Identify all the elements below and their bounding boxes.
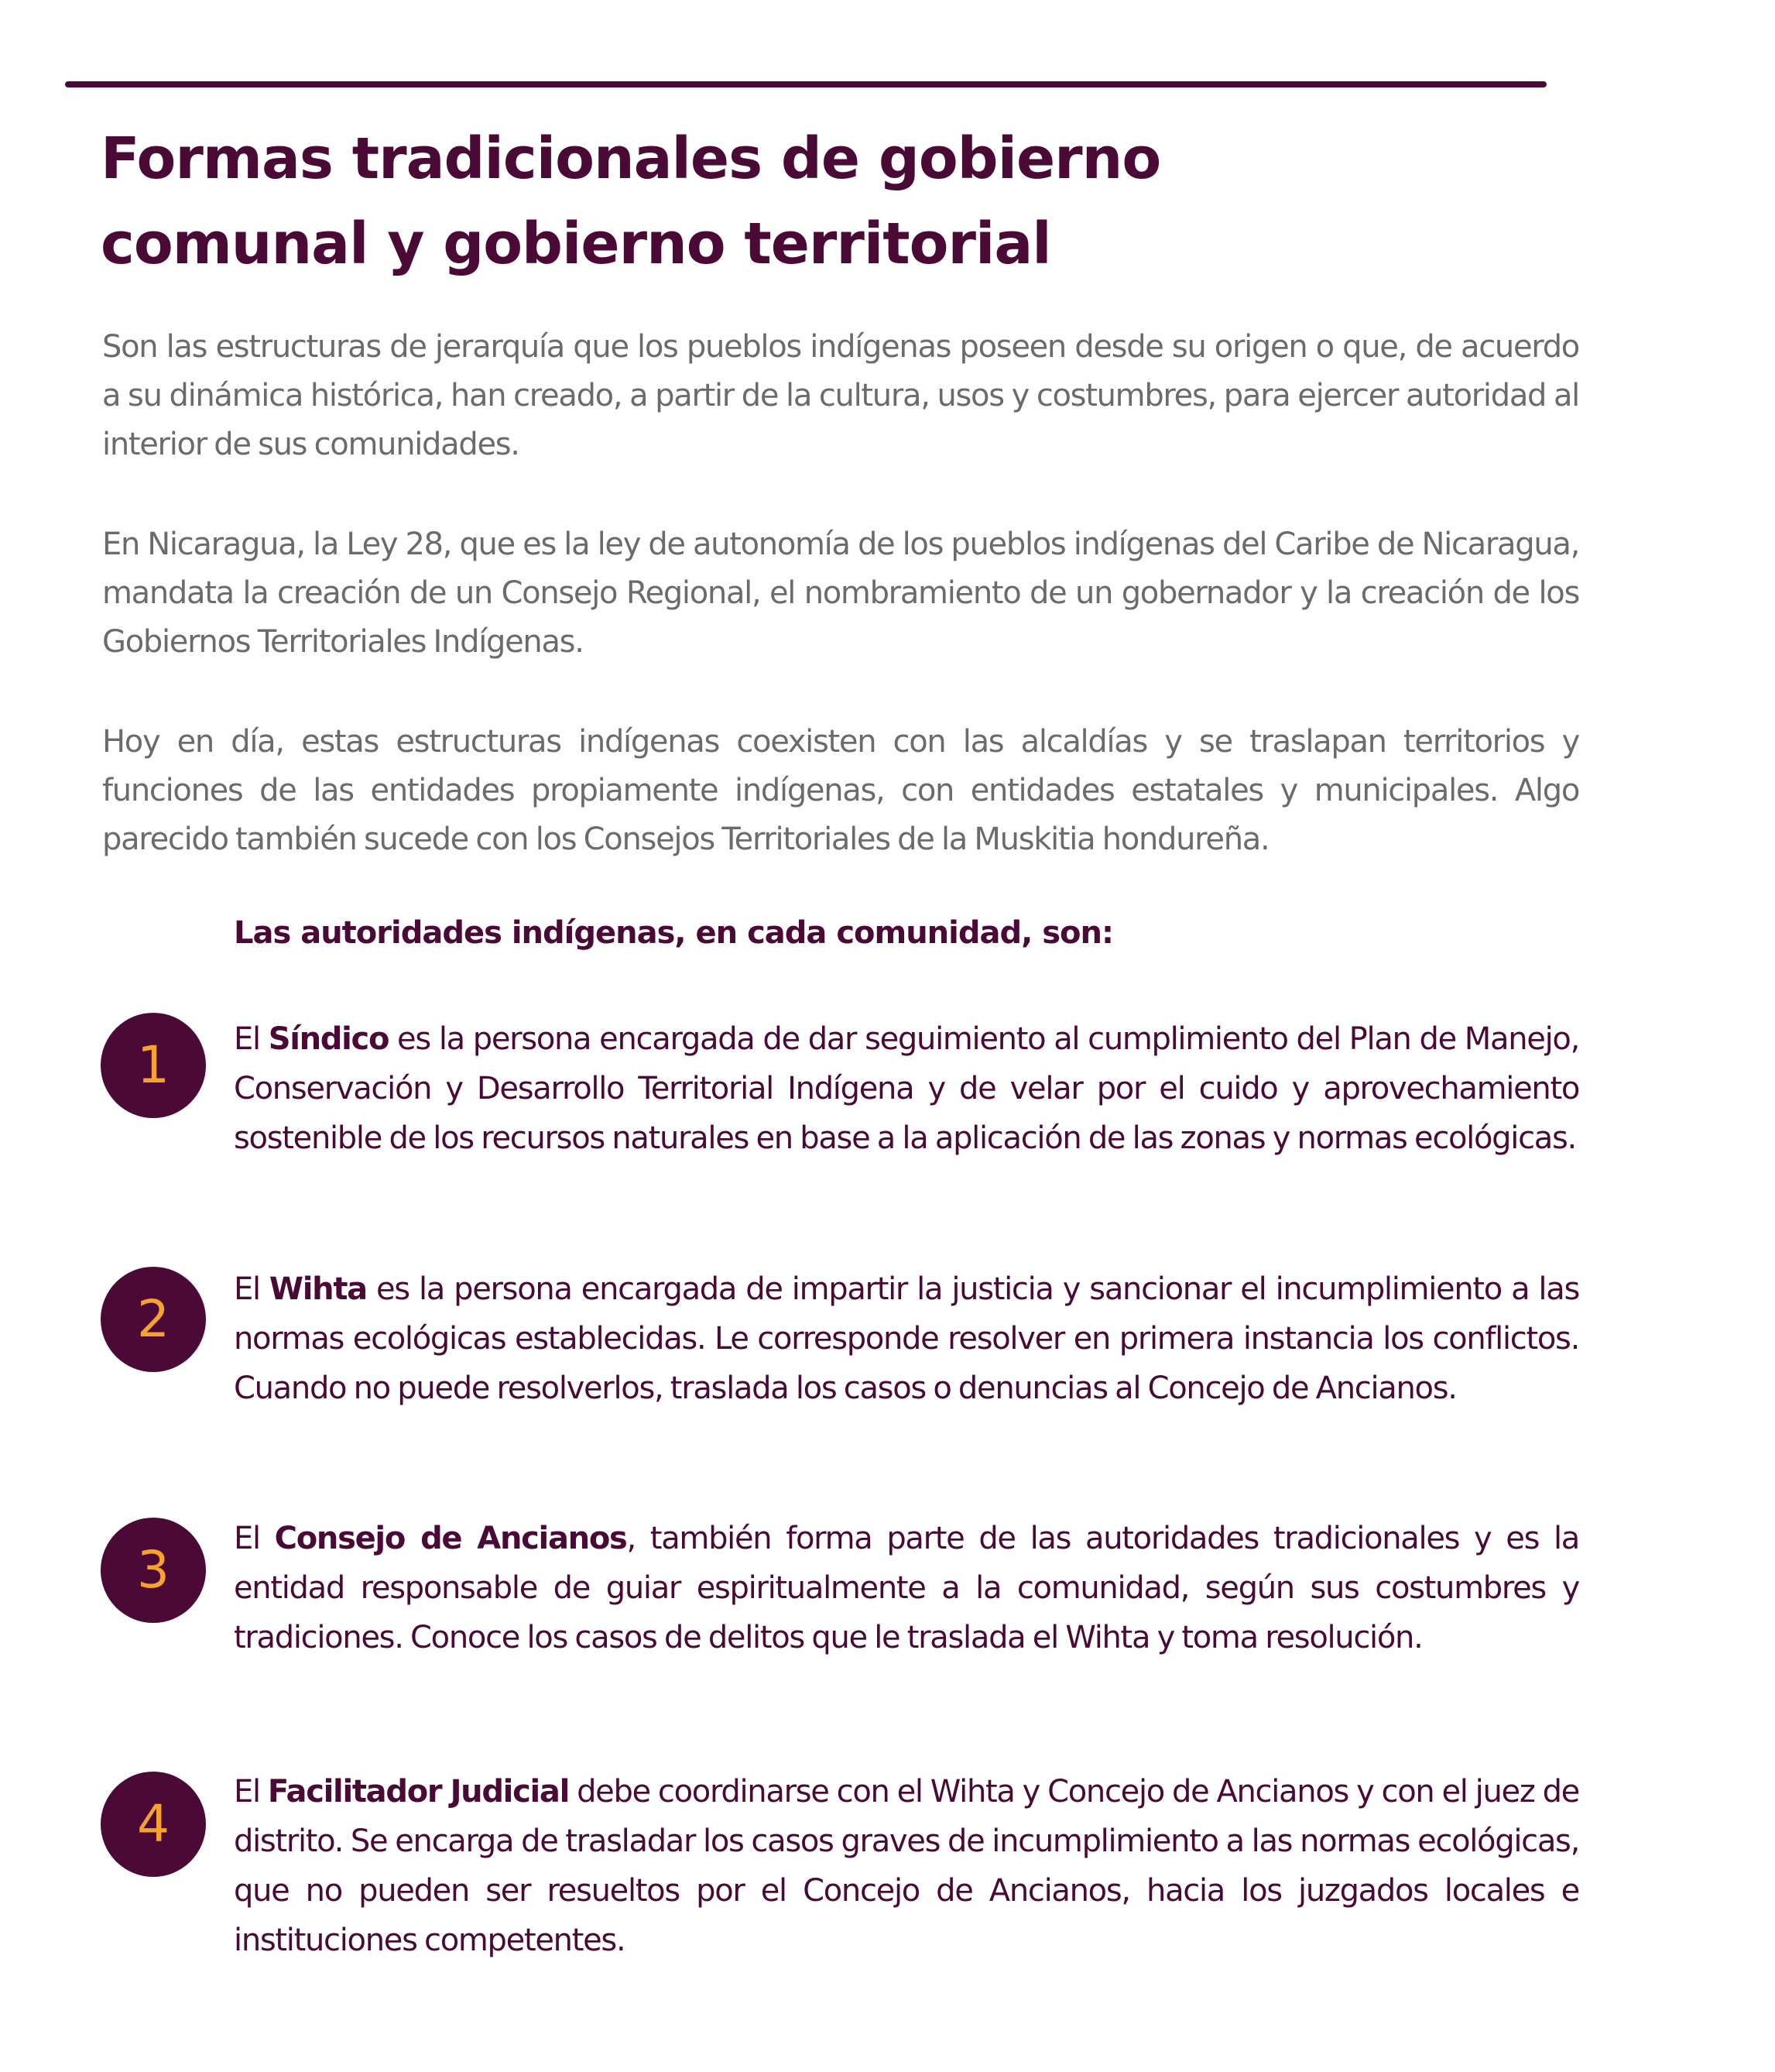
authority-term: Síndico xyxy=(268,1021,389,1057)
item-prefix: El xyxy=(234,1021,269,1057)
authority-item-facilitador-judicial xyxy=(234,1767,1579,1965)
number-badge-2: 2 xyxy=(101,1267,206,1372)
intro-paragraph-3: Hoy en día, estas estructuras indígenas coexisten con las alcaldías y se traslapan territorios y funciones de las entidades propiamente indígenas, con entidades estatales y municipales. Algo parecido también sucede con los Consejos Territoriales de la Muskitia hondureña. xyxy=(102,724,1579,857)
authorities-subheading: Las autoridades indígenas, en cada comunidad, son: xyxy=(234,915,1113,951)
number-badge-3: 3 xyxy=(101,1518,206,1623)
authority-description: es la persona encargada de impartir la justicia y sancionar el incumplimiento a las normas ecológicas establecidas. Le corresponde resolver en primera instancia los conflictos. Cuando no puede resolverlos, traslada los casos o denuncias al Concejo de Ancianos. xyxy=(234,1271,1579,1406)
intro-paragraph-1: Son las estructuras de jerarquía que los pueblos indígenas poseen desde su origen o que, de acuerdo a su dinámica histórica, han creado, a partir de la cultura, usos y costumbres, para ejercer autoridad al interior de sus comunidades. xyxy=(102,329,1579,462)
authority-term: Wihta xyxy=(269,1271,367,1307)
number-badge-1: 1 xyxy=(101,1013,206,1118)
authority-description: debe coordinarse con el Wihta y Concejo de Ancianos y con el juez de distrito. Se encarga de trasladar los casos graves de incumplimiento a las normas ecológicas, que no pueden ser resueltos por el Concejo de Ancianos, hacia los juzgados locales e instituciones competentes. xyxy=(234,1774,1579,1958)
page-title xyxy=(101,116,1494,286)
top-divider xyxy=(65,81,1547,87)
item-prefix: El xyxy=(234,1521,275,1556)
authority-description: , también forma parte de las autoridades tradicionales y es la entidad responsable de guiar espiritualmente a la comunidad, según sus costumbres y tradiciones. Conoce los casos de delitos que le traslada el Wihta y toma resolución. xyxy=(234,1521,1580,1655)
item-prefix: El xyxy=(234,1271,269,1307)
authority-term: Consejo de Ancianos xyxy=(274,1521,627,1556)
authority-description: es la persona encargada de dar seguimiento al cumplimiento del Plan de Manejo, Conservación y Desarrollo Territorial Indígena y de velar por el cuido y aprovechamiento sostenible de los recursos naturales en base a la aplicación de las zonas y normas ecológicas. xyxy=(234,1021,1579,1156)
page-title-line-2: comunal y gobierno territorial xyxy=(101,211,1051,277)
authority-term: Facilitador Judicial xyxy=(267,1774,570,1810)
number-badge-4: 4 xyxy=(101,1772,206,1877)
page-title-line-1: Formas tradicionales de gobierno xyxy=(101,125,1161,192)
intro-paragraph-2: En Nicaragua, la Ley 28, que es la ley de autonomía de los pueblos indígenas del Caribe de Nicaragua, mandata la creación de un Consejo Regional, el nombramiento de un gobernador y la creación de los Gobiernos Territoriales Indígenas. xyxy=(102,527,1579,660)
authority-item-sindico xyxy=(234,1014,1579,1163)
authority-item-wihta xyxy=(234,1264,1579,1413)
item-prefix: El xyxy=(234,1774,268,1810)
authority-item-consejo-de-ancianos xyxy=(234,1514,1579,1662)
